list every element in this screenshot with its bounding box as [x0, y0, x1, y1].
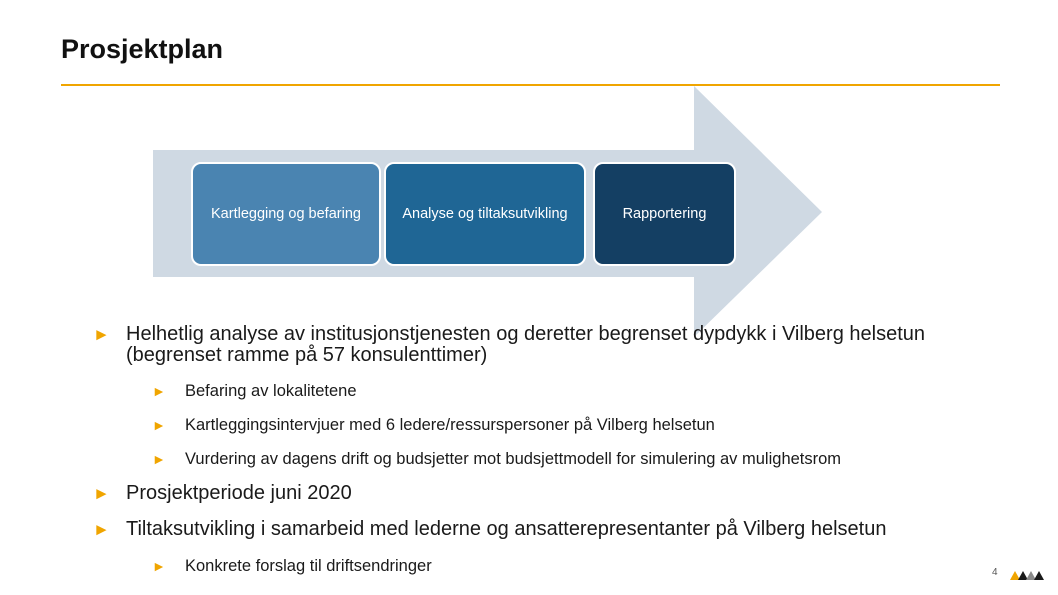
- bullet-item: [93, 519, 886, 540]
- sub-bullet-text: Befaring av lokalitetene: [185, 382, 357, 400]
- slide-title: Prosjektplan: [61, 34, 224, 64]
- triangle-right-icon: ►: [152, 451, 166, 467]
- triangle-right-icon: ►: [93, 325, 110, 344]
- triangle-right-icon: ►: [152, 383, 166, 399]
- sub-bullet-text: Konkrete forslag til driftsendringer: [185, 557, 432, 575]
- sub-bullet-item: [152, 449, 841, 469]
- process-step-label: Analyse og tiltaksutvikling: [402, 206, 568, 222]
- sub-bullet-item: [152, 415, 715, 435]
- company-logo-icon: [1010, 569, 1044, 581]
- bullet-text: Helhetlig analyse av institusjonstjenesten og deretter begrenset dypdykk i Vilberg helsetun (begrenset ramme på 57 konsulenttimer): [126, 323, 926, 366]
- sub-bullet-text: Vurdering av dagens drift og budsjetter mot budsjettmodell for simulering av mulighetsrom: [185, 450, 842, 468]
- bullet-text: Tiltaksutvikling i samarbeid med lederne og ansatterepresentanter på Vilberg helsetun: [126, 518, 887, 540]
- page-number: 4: [992, 567, 998, 578]
- sub-bullet-item: [152, 381, 357, 401]
- process-step-label: Rapportering: [622, 206, 707, 222]
- process-step-kartlegging: [191, 162, 381, 266]
- triangle-right-icon: ►: [93, 484, 110, 503]
- process-step-analyse: [384, 162, 586, 266]
- sub-bullet-text: Kartleggingsintervjuer med 6 ledere/ressurspersoner på Vilberg helsetun: [185, 416, 715, 434]
- process-step-rapportering: [593, 162, 736, 266]
- bullet-text: Prosjektperiode juni 2020: [126, 482, 352, 504]
- triangle-right-icon: ►: [152, 558, 166, 574]
- triangle-right-icon: ►: [152, 417, 166, 433]
- bullet-item: [93, 483, 352, 504]
- sub-bullet-item: [152, 556, 432, 576]
- process-step-label: Kartlegging og befaring: [211, 206, 361, 222]
- triangle-right-icon: ►: [93, 520, 110, 539]
- bullet-item: [93, 324, 1013, 366]
